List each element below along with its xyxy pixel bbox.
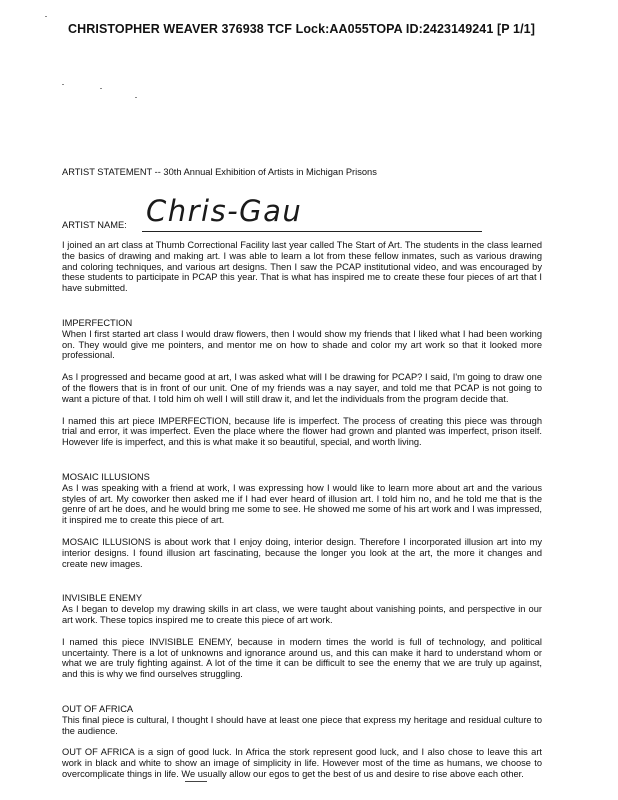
section-paragraph: As I was speaking with a friend at work, I was expressing how I would like to learn more about art and the various styles of art. My coworker then asked me if I had ever heard of illusion art. I told him no, and he told me that is the genre of art he does, and he would bring me some to see. He showed me some of his art work and I was impressed, it inspired me to create this piece of art.: [62, 482, 542, 526]
section-paragraph: As I began to develop my drawing skills in art class, we were taught about vanishing points, and perspective in our art work. These topics inspired me to create this piece of art work.: [62, 604, 542, 625]
scan-speck: [62, 84, 64, 85]
scan-speck: [135, 97, 137, 98]
artist-name-label: ARTIST NAME:: [62, 220, 127, 230]
section-paragraph: When I first started art class I would draw flowers, then I would show my friends that I liked what I had been working on. They would give me pointers, and mentor me on how to shade and color my art work so that it looked more professional.: [62, 328, 542, 361]
scan-speck: [45, 16, 47, 17]
fax-header: CHRISTOPHER WEAVER 376938 TCF Lock:AA055TOPA ID:2423149241 [P 1/1]: [68, 22, 535, 36]
section-paragraph: As I progressed and became good at art, I was asked what will I be drawing for PCAP? I said, I'm going to draw one of the flowers that is in front of our unit. One of my friends was a nay sayer, and told me that PCAP is not going to want a picture of that. I told him oh well I will still draw it, and let the individuals from the program decide that.: [62, 372, 542, 404]
artist-signature: Chris-Gau: [146, 194, 303, 228]
section-paragraph: I named this art piece IMPERFECTION, because life is imperfect. The process of creating this piece was through trial and error, it was imperfect. Even the place where the flower had grown and planted was imperfect, prison itself. However life is imperfect, and this is what make it so beautiful, special, and worth living.: [62, 415, 542, 448]
section-heading-imperfection: IMPERFECTION: [62, 317, 133, 328]
artist-name-row: [62, 194, 482, 236]
artist-name-line: [142, 231, 482, 232]
scan-speck: [100, 88, 102, 89]
section-heading-invisible-enemy: INVISIBLE ENEMY: [62, 593, 143, 604]
section-paragraph: MOSAIC ILLUSIONS is about work that I enjoy doing, interior design. Therefore I incorporated illusion art into my interior designs. I found illusion art fascinating, because the longer you look at the art, the more it changes and create new images.: [62, 536, 542, 569]
section-paragraph: I named this piece INVISIBLE ENEMY, because in modern times the world is full of technology, and political uncertainty. There is a lot of unknowns and ignorance around us, and this can make it hard to understand whom or what we are truly fighting against. A lot of the time it can be difficult to see the enemy that we are truly up against, and this is why we find ourselves struggling.: [62, 636, 542, 680]
intro-paragraph: I joined an art class at Thumb Correctional Facility last year called The Start of Art. The students in the class learned the basics of drawing and making art. I was able to learn a lot from these fellow inmates, such as various drawing and coloring techniques, and various art designs. Then I saw the PCAP institutional video, and was encouraged by these students to participate in PCAP this year. That is what has inspired me to create these four pieces of art that I have submitted.: [62, 240, 542, 294]
statement-title: ARTIST STATEMENT -- 30th Annual Exhibition of Artists in Michigan Prisons: [62, 167, 377, 177]
footer-mark: [185, 781, 207, 782]
statement-body: [62, 240, 542, 791]
section-heading-mosaic-illusions: MOSAIC ILLUSIONS: [62, 471, 150, 482]
section-paragraph: OUT OF AFRICA is a sign of good luck. In Africa the stork represent good luck, and I also chose to leave this art work in black and white to show an image of simplicity in life. However most of the time as humans, we choose to overcomplicate things in life. We usually allow our egos to get the best of us and desire to rise above each other.: [62, 747, 542, 779]
section-heading-out-of-africa: OUT OF AFRICA: [62, 703, 134, 714]
section-paragraph: This final piece is cultural, I thought I should have at least one piece that express my heritage and residual culture to the audience.: [62, 714, 542, 736]
